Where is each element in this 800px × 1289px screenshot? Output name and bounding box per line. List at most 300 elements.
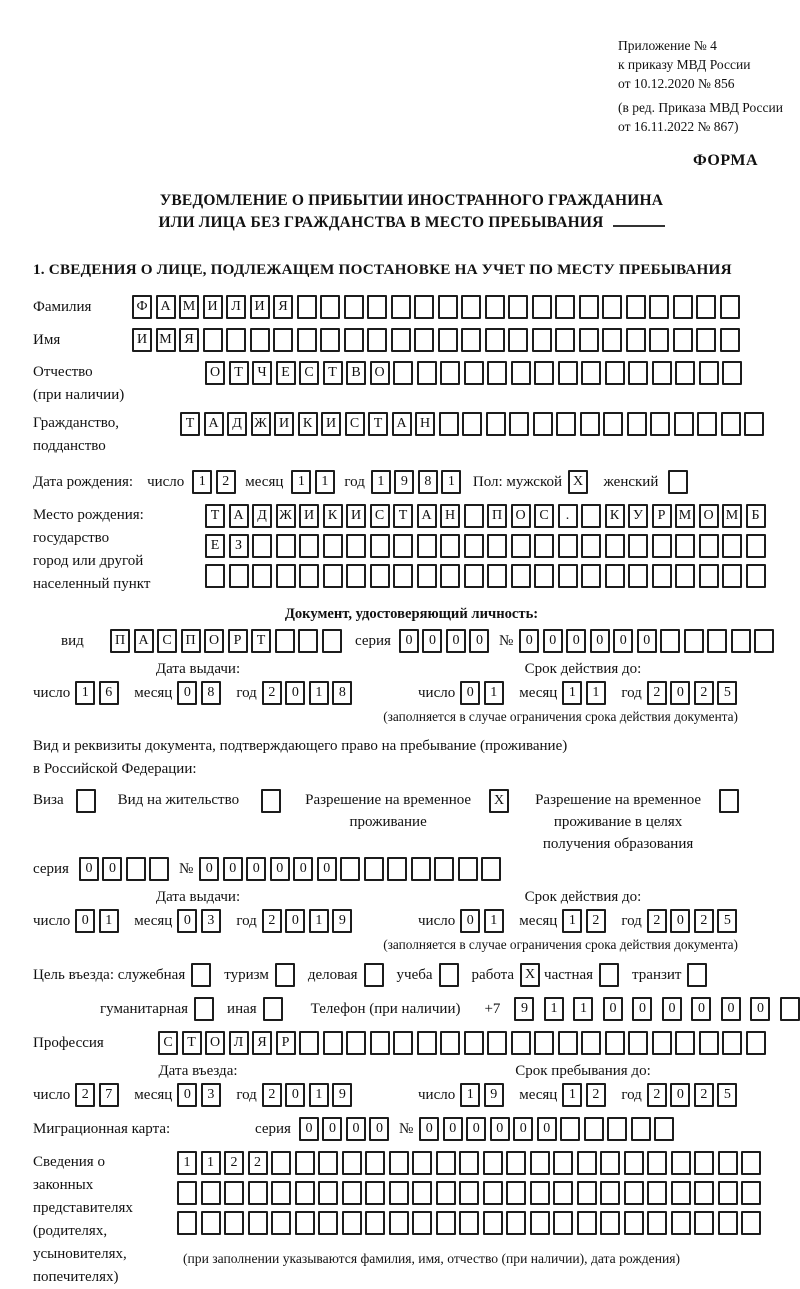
char-box[interactable] [322,629,342,653]
char-box[interactable] [367,295,387,319]
char-box[interactable]: 1 [544,997,564,1021]
char-box[interactable]: 0 [317,857,337,881]
char-box[interactable] [440,361,460,385]
char-box[interactable] [599,963,619,987]
char-box[interactable]: 2 [262,681,282,705]
char-box[interactable] [391,328,411,352]
char-box[interactable]: 0 [670,909,690,933]
char-box[interactable] [224,1211,244,1235]
char-box[interactable] [602,328,622,352]
char-box[interactable] [459,1181,479,1205]
char-box[interactable] [436,1151,456,1175]
char-box[interactable]: К [298,412,318,436]
char-box[interactable]: А [156,295,176,319]
char-box[interactable]: 1 [562,681,582,705]
char-box[interactable]: 0 [177,1083,197,1107]
char-box[interactable] [462,412,482,436]
char-box[interactable] [365,1151,385,1175]
char-box[interactable] [627,412,647,436]
char-box[interactable] [605,534,625,558]
char-box[interactable] [461,295,481,319]
char-box[interactable]: 9 [332,909,352,933]
purpose-work-checkbox[interactable] [514,963,540,987]
char-box[interactable] [650,412,670,436]
char-box[interactable] [318,1211,338,1235]
char-box[interactable]: 2 [262,1083,282,1107]
char-box[interactable]: 1 [562,909,582,933]
char-box[interactable]: Е [205,534,225,558]
char-box[interactable] [532,328,552,352]
char-box[interactable]: X [520,963,540,987]
char-box[interactable] [741,1211,761,1235]
char-box[interactable] [530,1151,550,1175]
char-box[interactable] [461,328,481,352]
char-box[interactable]: 8 [332,681,352,705]
char-box[interactable]: К [605,504,625,528]
char-box[interactable]: 2 [224,1151,244,1175]
char-box[interactable]: С [158,1031,178,1055]
char-box[interactable]: 1 [291,470,311,494]
char-box[interactable]: 2 [694,681,714,705]
char-box[interactable] [628,534,648,558]
purpose-tourism-checkbox[interactable] [269,963,295,987]
char-box[interactable]: 0 [537,1117,557,1141]
char-box[interactable]: З [229,534,249,558]
char-box[interactable] [440,534,460,558]
char-box[interactable] [318,1181,338,1205]
char-box[interactable] [344,328,364,352]
char-box[interactable] [295,1211,315,1235]
char-box[interactable] [600,1181,620,1205]
char-box[interactable] [439,963,459,987]
char-box[interactable] [464,361,484,385]
char-box[interactable] [553,1211,573,1235]
char-box[interactable] [694,1211,714,1235]
char-box[interactable] [718,1151,738,1175]
char-box[interactable] [483,1181,503,1205]
char-box[interactable]: 3 [201,1083,221,1107]
char-box[interactable] [675,564,695,588]
char-box[interactable] [417,534,437,558]
char-box[interactable]: В [346,361,366,385]
char-box[interactable]: 0 [603,997,623,1021]
purpose-business-checkbox[interactable] [358,963,384,987]
char-box[interactable]: 9 [394,470,414,494]
char-box[interactable] [718,1211,738,1235]
char-box[interactable]: 1 [177,1151,197,1175]
char-box[interactable] [297,295,317,319]
char-box[interactable] [464,504,484,528]
char-box[interactable] [652,564,672,588]
char-box[interactable] [365,1211,385,1235]
char-box[interactable] [389,1211,409,1235]
char-box[interactable]: М [179,295,199,319]
char-box[interactable] [342,1211,362,1235]
char-box[interactable] [603,412,623,436]
char-box[interactable] [440,1031,460,1055]
char-box[interactable]: 0 [246,857,266,881]
char-box[interactable] [581,504,601,528]
char-box[interactable]: 0 [322,1117,342,1141]
char-box[interactable] [555,295,575,319]
char-box[interactable]: Н [440,504,460,528]
char-box[interactable]: 1 [315,470,335,494]
char-box[interactable] [344,295,364,319]
purpose-study-checkbox[interactable] [433,963,459,987]
char-box[interactable]: 0 [613,629,633,653]
char-box[interactable] [555,328,575,352]
char-box[interactable] [414,295,434,319]
char-box[interactable] [533,412,553,436]
char-box[interactable]: 0 [79,857,99,881]
char-box[interactable] [560,1117,580,1141]
char-box[interactable] [508,328,528,352]
char-box[interactable]: Р [228,629,248,653]
char-box[interactable]: 2 [75,1083,95,1107]
char-box[interactable] [649,295,669,319]
char-box[interactable] [580,412,600,436]
char-box[interactable] [699,564,719,588]
char-box[interactable] [530,1211,550,1235]
char-box[interactable] [684,629,704,653]
visa-checkbox[interactable] [68,789,96,813]
char-box[interactable]: 0 [419,1117,439,1141]
char-box[interactable] [584,1117,604,1141]
char-box[interactable] [722,534,742,558]
char-box[interactable]: 0 [469,629,489,653]
char-box[interactable] [628,361,648,385]
char-box[interactable] [532,295,552,319]
char-box[interactable]: 2 [647,909,667,933]
char-box[interactable]: 0 [223,857,243,881]
char-box[interactable] [126,857,146,881]
char-box[interactable] [581,534,601,558]
char-box[interactable] [261,789,281,813]
char-box[interactable] [393,361,413,385]
char-box[interactable]: 0 [446,629,466,653]
char-box[interactable]: 0 [721,997,741,1021]
temp-residence-edu-checkbox[interactable] [711,789,739,813]
char-box[interactable]: Л [229,1031,249,1055]
char-box[interactable] [417,361,437,385]
char-box[interactable]: 0 [399,629,419,653]
char-box[interactable] [201,1211,221,1235]
char-box[interactable] [746,534,766,558]
char-box[interactable] [652,534,672,558]
char-box[interactable]: Л [226,295,246,319]
char-box[interactable]: 9 [332,1083,352,1107]
char-box[interactable] [607,1117,627,1141]
char-box[interactable]: Т [205,504,225,528]
char-box[interactable]: О [511,504,531,528]
char-box[interactable] [320,295,340,319]
char-box[interactable] [342,1151,362,1175]
char-box[interactable] [275,629,295,653]
char-box[interactable]: 0 [513,1117,533,1141]
char-box[interactable] [647,1211,667,1235]
char-box[interactable]: 0 [519,629,539,653]
char-box[interactable] [722,564,742,588]
char-box[interactable] [434,857,454,881]
char-box[interactable] [675,1031,695,1055]
char-box[interactable]: 1 [441,470,461,494]
char-box[interactable]: 0 [285,909,305,933]
char-box[interactable]: И [250,295,270,319]
char-box[interactable]: 0 [466,1117,486,1141]
char-box[interactable] [675,361,695,385]
char-box[interactable]: С [345,412,365,436]
char-box[interactable]: 5 [717,681,737,705]
char-box[interactable] [271,1181,291,1205]
char-box[interactable] [299,1031,319,1055]
char-box[interactable] [275,963,295,987]
char-box[interactable] [534,534,554,558]
char-box[interactable] [558,1031,578,1055]
char-box[interactable] [412,1151,432,1175]
char-box[interactable] [687,963,707,987]
char-box[interactable]: 1 [573,997,593,1021]
char-box[interactable]: Т [368,412,388,436]
char-box[interactable] [553,1151,573,1175]
char-box[interactable]: 2 [262,909,282,933]
char-box[interactable] [276,534,296,558]
char-box[interactable] [647,1151,667,1175]
char-box[interactable]: 0 [270,857,290,881]
char-box[interactable] [485,295,505,319]
char-box[interactable]: 1 [371,470,391,494]
char-box[interactable] [581,361,601,385]
char-box[interactable]: 0 [691,997,711,1021]
char-box[interactable] [295,1181,315,1205]
char-box[interactable]: 9 [484,1083,504,1107]
char-box[interactable]: 0 [670,1083,690,1107]
char-box[interactable] [754,629,774,653]
char-box[interactable]: 1 [484,909,504,933]
char-box[interactable] [602,295,622,319]
char-box[interactable] [671,1151,691,1175]
char-box[interactable] [649,328,669,352]
char-box[interactable] [486,412,506,436]
char-box[interactable]: П [487,504,507,528]
char-box[interactable] [458,857,478,881]
char-box[interactable]: М [156,328,176,352]
char-box[interactable] [600,1211,620,1235]
char-box[interactable] [511,534,531,558]
char-box[interactable]: Т [251,629,271,653]
char-box[interactable]: 7 [99,1083,119,1107]
char-box[interactable]: 1 [586,681,606,705]
char-box[interactable]: О [204,629,224,653]
char-box[interactable]: А [229,504,249,528]
char-box[interactable] [346,564,366,588]
char-box[interactable]: 0 [75,909,95,933]
char-box[interactable] [411,857,431,881]
char-box[interactable] [346,534,366,558]
char-box[interactable] [364,857,384,881]
char-box[interactable] [191,963,211,987]
char-box[interactable]: 0 [590,629,610,653]
char-box[interactable] [699,534,719,558]
char-box[interactable] [295,1151,315,1175]
char-box[interactable] [370,564,390,588]
char-box[interactable] [731,629,751,653]
char-box[interactable]: Б [746,504,766,528]
char-box[interactable] [459,1151,479,1175]
char-box[interactable]: 2 [216,470,236,494]
char-box[interactable]: 0 [670,681,690,705]
char-box[interactable] [694,1151,714,1175]
char-box[interactable]: 2 [248,1151,268,1175]
char-box[interactable]: 1 [99,909,119,933]
char-box[interactable] [741,1151,761,1175]
char-box[interactable]: 0 [543,629,563,653]
char-box[interactable] [250,328,270,352]
char-box[interactable]: Д [227,412,247,436]
char-box[interactable] [464,564,484,588]
char-box[interactable]: А [134,629,154,653]
char-box[interactable] [271,1151,291,1175]
char-box[interactable]: 0 [460,681,480,705]
char-box[interactable]: И [299,504,319,528]
char-box[interactable]: С [157,629,177,653]
purpose-other-checkbox[interactable] [257,997,283,1021]
char-box[interactable] [697,412,717,436]
char-box[interactable] [605,1031,625,1055]
char-box[interactable] [673,328,693,352]
char-box[interactable]: 1 [562,1083,582,1107]
char-box[interactable] [673,295,693,319]
char-box[interactable] [149,857,169,881]
char-box[interactable] [746,1031,766,1055]
char-box[interactable] [387,857,407,881]
char-box[interactable]: 2 [694,1083,714,1107]
char-box[interactable] [417,564,437,588]
char-box[interactable] [276,564,296,588]
char-box[interactable]: И [321,412,341,436]
char-box[interactable] [511,361,531,385]
char-box[interactable]: Р [652,504,672,528]
char-box[interactable]: X [489,789,509,813]
char-box[interactable]: О [205,361,225,385]
char-box[interactable]: У [628,504,648,528]
char-box[interactable]: Т [229,361,249,385]
char-box[interactable]: . [558,504,578,528]
char-box[interactable] [556,412,576,436]
char-box[interactable] [389,1151,409,1175]
char-box[interactable] [438,328,458,352]
char-box[interactable]: Е [276,361,296,385]
char-box[interactable] [226,328,246,352]
char-box[interactable] [297,328,317,352]
char-box[interactable]: 0 [102,857,122,881]
char-box[interactable] [481,857,501,881]
char-box[interactable] [558,564,578,588]
char-box[interactable] [605,361,625,385]
char-box[interactable]: 1 [201,1151,221,1175]
char-box[interactable]: 1 [192,470,212,494]
char-box[interactable] [577,1181,597,1205]
char-box[interactable]: 2 [586,909,606,933]
char-box[interactable]: И [274,412,294,436]
char-box[interactable]: 6 [99,681,119,705]
char-box[interactable] [367,328,387,352]
char-box[interactable]: И [346,504,366,528]
char-box[interactable]: Т [393,504,413,528]
sex-female-checkbox[interactable] [668,470,692,494]
char-box[interactable] [654,1117,674,1141]
char-box[interactable]: П [181,629,201,653]
char-box[interactable] [487,1031,507,1055]
char-box[interactable] [414,328,434,352]
char-box[interactable]: П [110,629,130,653]
char-box[interactable] [205,564,225,588]
char-box[interactable]: О [205,1031,225,1055]
char-box[interactable] [534,361,554,385]
char-box[interactable]: 0 [369,1117,389,1141]
purpose-humanitarian-checkbox[interactable] [188,997,214,1021]
char-box[interactable]: 0 [750,997,770,1021]
char-box[interactable] [248,1181,268,1205]
char-box[interactable]: С [370,504,390,528]
char-box[interactable] [624,1211,644,1235]
char-box[interactable]: 0 [285,1083,305,1107]
char-box[interactable]: 1 [309,1083,329,1107]
char-box[interactable] [694,1181,714,1205]
char-box[interactable] [671,1211,691,1235]
char-box[interactable] [318,1151,338,1175]
char-box[interactable] [483,1211,503,1235]
char-box[interactable] [718,1181,738,1205]
char-box[interactable]: 2 [694,909,714,933]
temp-residence-checkbox[interactable] [481,789,509,813]
char-box[interactable]: С [534,504,554,528]
char-box[interactable] [412,1211,432,1235]
char-box[interactable] [652,361,672,385]
char-box[interactable] [530,1181,550,1205]
char-box[interactable]: А [204,412,224,436]
char-box[interactable] [201,1181,221,1205]
char-box[interactable] [741,1181,761,1205]
char-box[interactable] [534,1031,554,1055]
char-box[interactable] [177,1181,197,1205]
char-box[interactable] [626,328,646,352]
char-box[interactable] [668,470,688,494]
char-box[interactable]: А [392,412,412,436]
char-box[interactable] [370,534,390,558]
char-box[interactable] [652,1031,672,1055]
char-box[interactable]: 0 [637,629,657,653]
char-box[interactable] [229,564,249,588]
char-box[interactable] [671,1181,691,1205]
char-box[interactable] [605,564,625,588]
char-box[interactable] [707,629,727,653]
char-box[interactable] [579,328,599,352]
char-box[interactable]: 2 [647,681,667,705]
char-box[interactable] [340,857,360,881]
char-box[interactable] [320,328,340,352]
char-box[interactable] [393,1031,413,1055]
char-box[interactable]: О [370,361,390,385]
char-box[interactable] [746,564,766,588]
char-box[interactable]: М [722,504,742,528]
char-box[interactable] [299,564,319,588]
purpose-transit-checkbox[interactable] [681,963,707,987]
residence-permit-checkbox[interactable] [253,789,281,813]
char-box[interactable] [439,412,459,436]
char-box[interactable]: К [323,504,343,528]
char-box[interactable] [346,1031,366,1055]
char-box[interactable] [600,1151,620,1175]
